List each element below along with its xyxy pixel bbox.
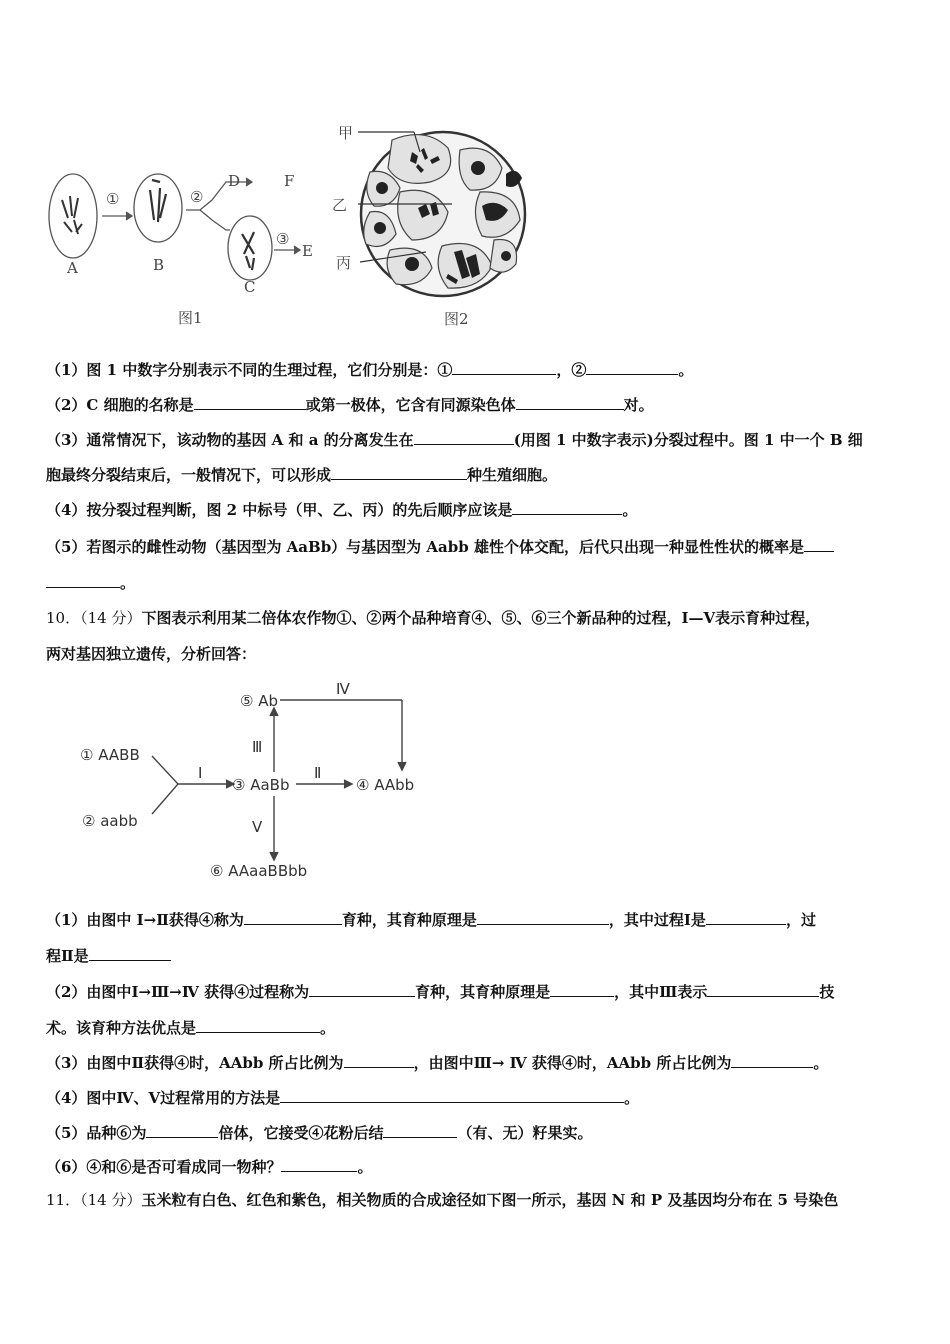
q9-3-text-b: (用图 1 中数字表示)分裂过程中。图 1 中一个 B 细 bbox=[513, 431, 863, 449]
q9-1-text-c: 。 bbox=[678, 361, 694, 379]
answer-blank[interactable] bbox=[196, 1018, 320, 1033]
answer-blank[interactable] bbox=[89, 946, 171, 961]
answer-blank[interactable] bbox=[146, 1123, 218, 1138]
q9-part-3-cont bbox=[46, 465, 916, 485]
cell-label-a: A bbox=[67, 259, 78, 277]
pointer-label-bing: 丙 bbox=[336, 254, 352, 272]
q10-part-6 bbox=[46, 1157, 916, 1177]
answer-blank[interactable] bbox=[516, 395, 624, 410]
cell-label-c: C bbox=[244, 278, 256, 296]
q9-part-4 bbox=[46, 500, 916, 520]
q9-part-2 bbox=[46, 395, 916, 415]
q10-5-text-a: （5）品种⑥为 bbox=[46, 1124, 147, 1142]
q10-2-text-a: （2）由图中Ⅰ→Ⅲ→Ⅳ 获得④过程称为 bbox=[46, 983, 310, 1001]
cell-label-f: F bbox=[284, 172, 295, 190]
answer-blank[interactable] bbox=[586, 360, 678, 375]
node-tetraploid: ⑥ AAaaBBbb bbox=[210, 862, 308, 880]
process-1: Ⅰ bbox=[198, 764, 203, 782]
answer-blank[interactable] bbox=[331, 465, 467, 480]
q9-2-text-c: 对。 bbox=[623, 396, 654, 414]
q10-5-text-c: （有、无）籽果实。 bbox=[457, 1124, 593, 1142]
q9-part-1 bbox=[46, 360, 916, 380]
node-aabb-target: ④ AAbb bbox=[356, 776, 415, 794]
step-label-1: ① bbox=[106, 190, 120, 208]
q9-3-text-a: （3）通常情况下，该动物的基因 A 和 a 的分离发生在 bbox=[46, 431, 414, 449]
q10-1-text-a: （1）由图中 Ⅰ→Ⅱ获得④称为 bbox=[46, 911, 244, 929]
q9-2-text-b: 或第一极体，它含有同源染色体 bbox=[305, 396, 516, 414]
answer-blank[interactable] bbox=[281, 1157, 357, 1172]
q10-3-text-c: 。 bbox=[813, 1054, 829, 1072]
q10-6-text-a: （6）④和⑥是否可看成同一物种？ bbox=[46, 1158, 282, 1176]
q9-2-text-a: （2）C 细胞的名称是 bbox=[46, 396, 194, 414]
cell-label-e: E bbox=[302, 242, 313, 260]
q10-part-3 bbox=[46, 1053, 916, 1073]
q10-2b-text-b: 。 bbox=[320, 1019, 336, 1037]
q10-2b-text-a: 术。该育种方法优点是 bbox=[46, 1019, 197, 1037]
q10-1-text-b: 育种，其育种原理是 bbox=[341, 911, 477, 929]
q10-1b-text-a: 程Ⅱ是 bbox=[46, 947, 89, 965]
q9-5-text-a: （5）若图示的雌性动物（基因型为 AaBb）与基因型为 Aabb 雄性个体交配，后代只出现一种显性性状的概率是 bbox=[46, 538, 804, 556]
q10-part-2-cont bbox=[46, 1018, 916, 1038]
figure-1-caption: 图1 bbox=[178, 309, 203, 327]
cell-label-b: B bbox=[153, 256, 165, 274]
q10-part-1-cont bbox=[46, 946, 916, 966]
answer-blank[interactable] bbox=[309, 982, 415, 997]
q10-1-text-d: ，过 bbox=[785, 911, 816, 929]
q10-4-text-b: 。 bbox=[624, 1089, 640, 1107]
step-label-2: ② bbox=[190, 188, 204, 206]
node-aabb-parent-2: ② aabb bbox=[82, 812, 138, 830]
answer-blank[interactable] bbox=[244, 910, 342, 925]
answer-blank[interactable] bbox=[512, 500, 622, 515]
answer-blank[interactable] bbox=[477, 910, 609, 925]
answer-blank[interactable] bbox=[344, 1053, 414, 1068]
answer-blank[interactable] bbox=[452, 360, 556, 375]
figure-1-cell-division bbox=[40, 160, 340, 335]
q10-4-text-a: （4）图中Ⅳ、Ⅴ过程常用的方法是 bbox=[46, 1089, 281, 1107]
q10-2-text-d: 技 bbox=[819, 983, 835, 1001]
process-5: Ⅴ bbox=[252, 818, 263, 836]
answer-blank[interactable] bbox=[383, 1123, 457, 1138]
answer-blank[interactable] bbox=[706, 910, 786, 925]
step-label-3: ③ bbox=[276, 230, 290, 248]
q10-2-text-b: 育种，其育种原理是 bbox=[415, 983, 551, 1001]
q10-number: 10．（14 分） bbox=[46, 609, 142, 627]
process-4: Ⅳ bbox=[336, 680, 350, 698]
pointer-label-jia: 甲 bbox=[338, 124, 354, 142]
q11-intro bbox=[46, 1190, 916, 1210]
answer-blank[interactable] bbox=[46, 573, 120, 588]
answer-blank[interactable] bbox=[550, 982, 614, 997]
q9-5b-text-b: 。 bbox=[120, 574, 136, 592]
q11-number: 11．（14 分） bbox=[46, 1191, 142, 1209]
q9-3b-text-a: 胞最终分裂结束后，一般情况下，可以形成 bbox=[46, 466, 332, 484]
q10-part-2 bbox=[46, 982, 916, 1002]
q10-2-text-c: ，其中Ⅲ表示 bbox=[614, 983, 708, 1001]
q10-3-text-b: ，由图中Ⅲ→ Ⅳ 获得④时，AAbb 所占比例为 bbox=[413, 1054, 732, 1072]
answer-blank[interactable] bbox=[280, 1088, 624, 1103]
cell-label-d: D bbox=[228, 172, 241, 190]
breeding-diagram bbox=[70, 676, 450, 886]
q10-intro-line-1 bbox=[46, 608, 916, 628]
node-aabb-parent-1: ① AABB bbox=[80, 746, 140, 764]
process-2: Ⅱ bbox=[314, 764, 322, 782]
node-aabb-f1: ③ AaBb bbox=[232, 776, 290, 794]
q11-intro-text: 玉米粒有白色、红色和紫色，相关物质的合成途径如下图一所示，基因 N 和 P 及基因均分布在 5 号染色 bbox=[141, 1191, 839, 1209]
q10-part-1 bbox=[46, 910, 916, 930]
q9-part-3 bbox=[46, 430, 916, 450]
process-3: Ⅲ bbox=[252, 738, 263, 756]
figure-2-micrograph bbox=[330, 112, 550, 337]
answer-blank[interactable] bbox=[707, 982, 819, 997]
q9-4-text-a: （4）按分裂过程判断，图 2 中标号（甲、乙、丙）的先后顺序应该是 bbox=[46, 501, 513, 519]
q10-intro-line-2 bbox=[46, 644, 916, 664]
q10-intro-2: 两对基因独立遗传，分析回答： bbox=[46, 645, 257, 663]
q9-3b-text-b: 种生殖细胞。 bbox=[467, 466, 558, 484]
pointer-label-yi: 乙 bbox=[332, 196, 348, 214]
q10-part-5 bbox=[46, 1123, 916, 1143]
q9-part-5-cont bbox=[46, 573, 916, 593]
q10-6-text-b: 。 bbox=[357, 1158, 373, 1176]
q9-1-text-b: ，② bbox=[556, 361, 587, 379]
q10-5-text-b: 倍体，它接受④花粉后结 bbox=[218, 1124, 384, 1142]
q9-4-text-b: 。 bbox=[622, 501, 638, 519]
q10-3-text-a: （3）由图中Ⅱ获得④时，AAbb 所占比例为 bbox=[46, 1054, 344, 1072]
answer-blank[interactable] bbox=[731, 1053, 813, 1068]
answer-blank[interactable] bbox=[414, 430, 514, 445]
q10-intro-1: 下图表示利用某二倍体农作物①、②两个品种培育④、⑤、⑥三个新品种的过程，Ⅰ—Ⅴ表示育种过程， bbox=[141, 609, 821, 627]
figure-2-caption: 图2 bbox=[444, 310, 469, 328]
q10-part-4 bbox=[46, 1088, 916, 1108]
q9-part-5 bbox=[46, 537, 916, 557]
node-ab-haploid: ⑤ Ab bbox=[240, 692, 278, 710]
answer-blank[interactable] bbox=[804, 537, 834, 552]
q9-1-text-a: （1）图 1 中数字分别表示不同的生理过程，它们分别是：① bbox=[46, 361, 453, 379]
answer-blank[interactable] bbox=[194, 395, 306, 410]
q10-1-text-c: ，其中过程Ⅰ是 bbox=[608, 911, 706, 929]
